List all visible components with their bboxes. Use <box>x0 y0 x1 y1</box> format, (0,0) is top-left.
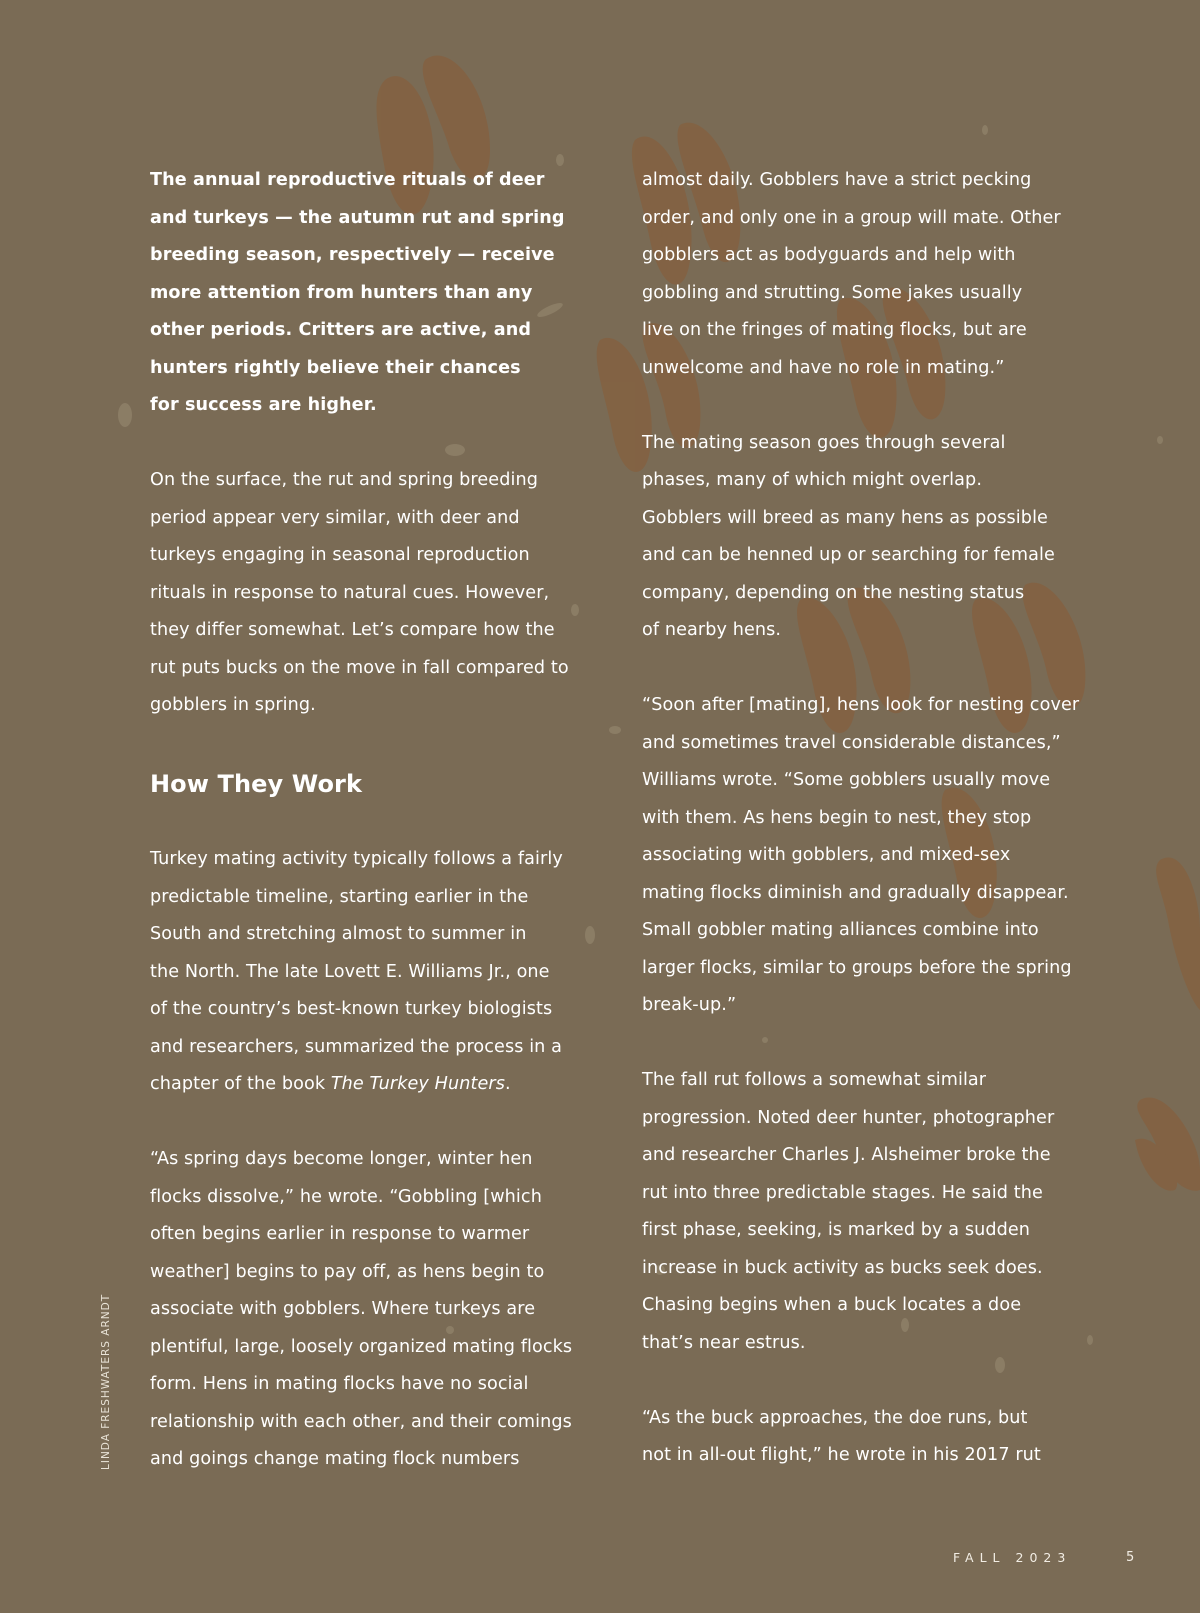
lead-paragraph <box>150 162 600 425</box>
text-line: and researchers, summarized the process in a <box>150 1036 563 1057</box>
text-line: of the country’s best-known turkey biologists <box>150 999 553 1019</box>
body-paragraph <box>642 162 1102 387</box>
body-paragraph <box>150 462 600 725</box>
text-line: company, depending on the nesting status <box>642 582 1025 603</box>
text-line: “Soon after [mating], hens look for nesting cover <box>642 695 1080 715</box>
text-line: rut puts bucks on the move in fall compared to <box>150 657 569 678</box>
text-line: they differ somewhat. Let’s compare how the <box>150 620 555 640</box>
text-line: Turkey mating activity typically follows a fairly <box>150 849 563 869</box>
body-paragraph <box>150 1141 600 1479</box>
text-line: unwelcome and have no role in mating.” <box>642 357 1005 378</box>
body-paragraph <box>642 1400 1102 1475</box>
photo-credit: LINDA FRESHWATERS ARNDT <box>100 1293 112 1470</box>
text-line: more attention from hunters than any <box>150 282 533 303</box>
text-line: first phase, seeking, is marked by a sudden <box>642 1220 1031 1240</box>
text-line: live on the fringes of mating flocks, but are <box>642 320 1027 340</box>
section-heading: How They Work <box>150 770 363 798</box>
text-line: and sometimes travel considerable distances,” <box>642 732 1061 753</box>
text-line: associate with gobblers. Where turkeys are <box>150 1299 536 1319</box>
text-line: increase in buck activity as bucks seek does. <box>642 1257 1043 1278</box>
text-line: larger flocks, similar to groups before the spring <box>642 957 1072 978</box>
text-line: flocks dissolve,” he wrote. “Gobbling [which <box>150 1186 542 1207</box>
text-line: mating flocks diminish and gradually disappear. <box>642 882 1069 903</box>
text-line: Williams wrote. “Some gobblers usually move <box>642 770 1051 790</box>
text-line: Gobblers will breed as many hens as possible <box>642 507 1048 528</box>
page-number: 5 <box>1126 1550 1135 1565</box>
text-line: that’s near estrus. <box>642 1332 806 1353</box>
text-line: “As spring days become longer, winter hen <box>150 1149 533 1169</box>
text-line: progression. Noted deer hunter, photographer <box>642 1107 1055 1128</box>
text-line: of nearby hens. <box>642 620 782 640</box>
left-column <box>150 162 600 1516</box>
text-line: and can be henned up or searching for female <box>642 545 1055 565</box>
text-line <box>150 1066 600 1104</box>
text-line: gobblers act as bodyguards and help with <box>642 245 1016 265</box>
text-line: relationship with each other, and their comings <box>150 1411 572 1432</box>
text-line: predictable timeline, starting earlier in the <box>150 886 529 907</box>
text-line: The annual reproductive rituals of deer <box>150 170 545 190</box>
text-line: hunters rightly believe their chances <box>150 357 521 378</box>
text-line: period appear very similar, with deer and <box>150 507 520 528</box>
text-line: “As the buck approaches, the doe runs, but <box>642 1407 1028 1428</box>
text-line: rituals in response to natural cues. However, <box>150 582 550 603</box>
book-title: The Turkey Hunters <box>330 1074 505 1094</box>
issue-label: FALL 2023 <box>953 1550 1072 1565</box>
body-paragraph <box>642 1062 1102 1362</box>
text-line: breeding season, respectively — receive <box>150 245 555 265</box>
text-line: and researcher Charles J. Alsheimer broke the <box>642 1145 1051 1165</box>
text-line: not in all-out flight,” he wrote in his 2017 rut <box>642 1445 1041 1465</box>
text-line: almost daily. Gobblers have a strict pecking <box>642 170 1032 190</box>
text-fragment: chapter of the book <box>150 1074 331 1094</box>
text-line: break-up.” <box>642 995 737 1015</box>
body-paragraph <box>642 425 1102 650</box>
text-fragment: . <box>504 1074 511 1094</box>
body-paragraph <box>642 687 1102 1025</box>
text-line: turkeys engaging in seasonal reproduction <box>150 545 530 565</box>
right-column <box>642 162 1102 1512</box>
body-paragraph <box>150 841 600 1104</box>
text-line: gobblers in spring. <box>150 695 316 715</box>
text-line: and turkeys — the autumn rut and spring <box>150 207 565 228</box>
text-line: weather] begins to pay off, as hens begin to <box>150 1261 545 1282</box>
text-line: The mating season goes through several <box>642 432 1006 453</box>
text-line: South and stretching almost to summer in <box>150 924 527 944</box>
text-line: with them. As hens begin to nest, they stop <box>642 807 1032 828</box>
text-line: Small gobbler mating alliances combine into <box>642 920 1039 940</box>
text-line: The fall rut follows a somewhat similar <box>642 1070 987 1090</box>
text-line: for success are higher. <box>150 395 377 415</box>
text-line: rut into three predictable stages. He said the <box>642 1182 1043 1203</box>
text-line: other periods. Critters are active, and <box>150 320 532 340</box>
text-line: the North. The late Lovett E. Williams Jr., one <box>150 961 550 982</box>
text-line: Chasing begins when a buck locates a doe <box>642 1295 1022 1315</box>
text-line: order, and only one in a group will mate. Other <box>642 207 1061 228</box>
text-line: often begins earlier in response to warmer <box>150 1224 530 1244</box>
text-line: On the surface, the rut and spring breeding <box>150 470 539 490</box>
text-line: plentiful, large, loosely organized mating flocks <box>150 1336 573 1357</box>
text-line: and goings change mating flock numbers <box>150 1449 520 1469</box>
text-line: associating with gobblers, and mixed-sex <box>642 845 1011 865</box>
text-line: form. Hens in mating flocks have no social <box>150 1374 529 1394</box>
text-line: gobbling and strutting. Some jakes usually <box>642 282 1023 303</box>
text-line: phases, many of which might overlap. <box>642 470 983 490</box>
